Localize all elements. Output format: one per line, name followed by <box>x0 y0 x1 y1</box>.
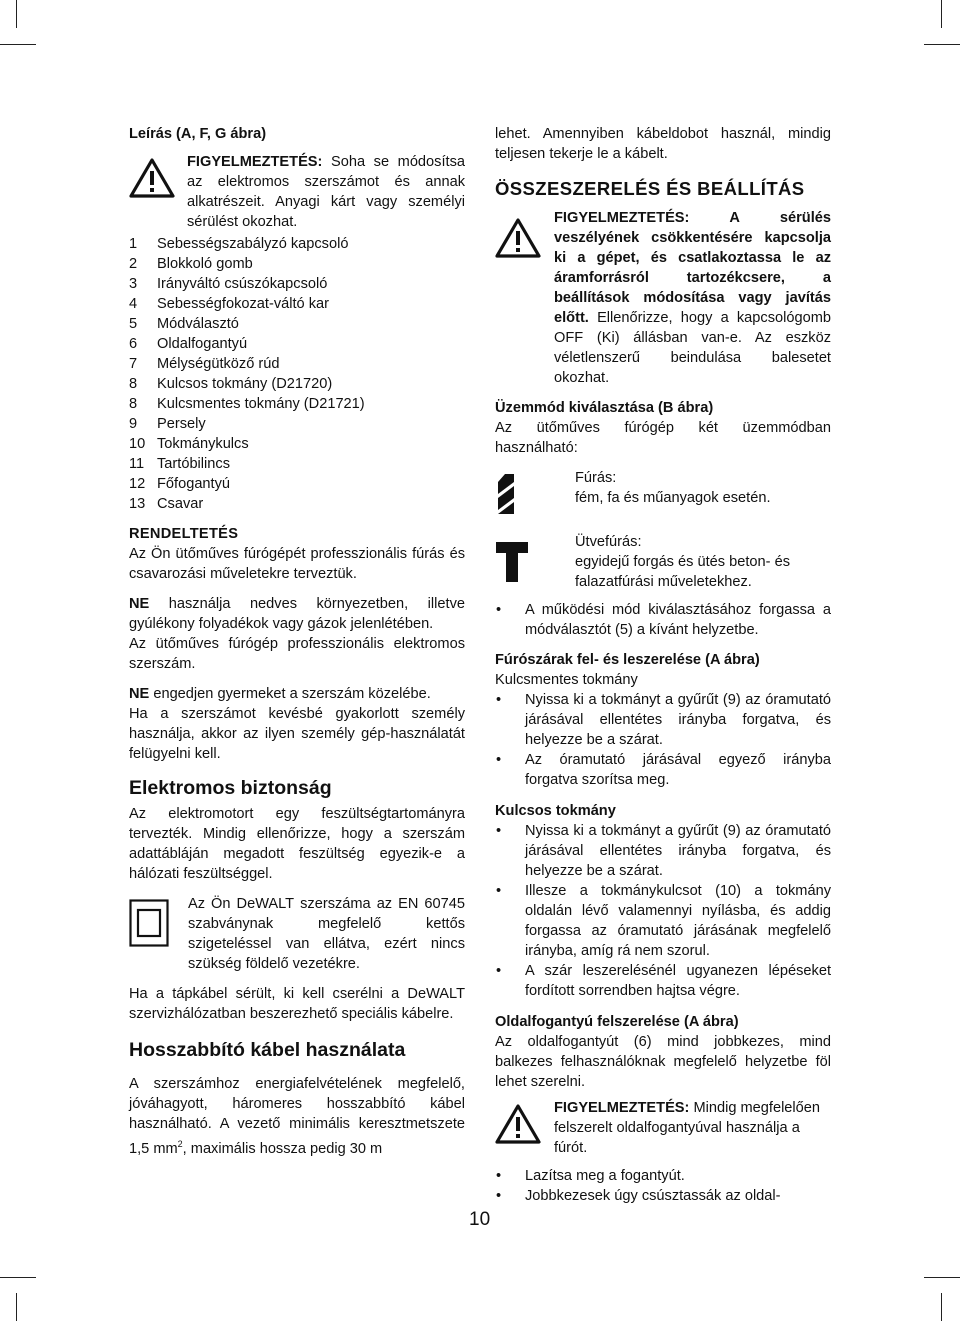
double-insulation-text: Az Ön DeWALT szerszáma az EN 60745 szabványnak megfelelő kettős szigeteléssel van ellátva, ezért nincs szükség földelő vezetékre. <box>188 896 465 972</box>
side-handle-heading: Oldalfogantyú felszerelése (A ábra) <box>495 1014 739 1030</box>
bullet-icon: • <box>496 883 502 899</box>
keyed-bullets <box>495 821 831 1001</box>
warning-icon <box>129 152 187 204</box>
list-item <box>495 821 831 881</box>
bullet-text: Az óramutató járásával egyező irányba forgatva szorítsa meg. <box>525 752 831 788</box>
electric-safety-heading: Elektromos biztonság <box>129 777 332 799</box>
list-item <box>129 454 465 474</box>
list-item <box>129 254 465 274</box>
part-label: Módválasztó <box>157 316 239 332</box>
part-label: Mélységütköző rúd <box>157 356 280 372</box>
list-item <box>495 600 831 640</box>
part-number: 6 <box>129 336 138 352</box>
part-number: 2 <box>129 256 138 272</box>
part-label: Tokmánykulcs <box>157 436 249 452</box>
part-number: 12 <box>129 476 146 492</box>
electric-safety-text: Az elektromotort egy feszültségtartományra tervezték. Mindig ellenőrizze, hogy a szerszám adattábláján megadott feszültség egyezik-e a hálózati feszültséggel. <box>129 806 465 882</box>
list-item <box>129 274 465 294</box>
assembly-warning-block <box>495 208 831 388</box>
part-label: Persely <box>157 416 206 432</box>
warning-text: FIGYELMEZTETÉS: Soha se módosítsa az elektromos szerszámot és annak alkatrészeit. Anyagi kárt vagy személyi sérülést okozhat. <box>187 154 465 230</box>
part-number: 10 <box>129 436 146 452</box>
professional-text: Az ütőműves fúrógép professzionális elektromos szerszám. <box>129 636 465 672</box>
mode-heading: Üzemmód kiválasztása (B ábra) <box>495 400 714 416</box>
hammer-title: Ütvefúrás: <box>575 534 642 550</box>
drill-desc: fém, fa és műanyagok esetén. <box>575 490 771 506</box>
list-item <box>129 314 465 334</box>
part-number: 13 <box>129 496 146 512</box>
list-item <box>129 474 465 494</box>
warning-icon <box>495 208 554 264</box>
part-number: 7 <box>129 356 138 372</box>
bullet-icon: • <box>496 752 502 768</box>
bullet-icon: • <box>496 823 502 839</box>
part-number: 9 <box>129 416 138 432</box>
part-label: Tartóbilincs <box>157 456 230 472</box>
mode-bullets <box>495 600 831 640</box>
list-item <box>129 294 465 314</box>
bullet-icon: • <box>496 602 502 618</box>
crop-mark <box>0 44 36 45</box>
crop-mark <box>16 1293 17 1321</box>
part-number: 11 <box>129 456 145 472</box>
left-column <box>129 124 465 1159</box>
extension-cable-heading: Hosszabbító kábel használata <box>129 1039 406 1061</box>
mode-drill <box>495 468 831 522</box>
crop-mark <box>924 44 960 45</box>
side-handle-warning-text: FIGYELMEZTETÉS: Mindig megfelelően felszerelt oldalfogantyúval használja a fúrót. <box>554 1100 821 1156</box>
drill-text <box>575 468 771 508</box>
bullet-text: Illesze a tokmánykulcsot (10) a tokmány oldalán lévő valamennyi nyílásba, és addig forgassa az óramutató járásának megfelelő irányba, amíg rá nem szorul. <box>525 883 831 959</box>
part-number: 8 <box>129 396 138 412</box>
list-item <box>129 414 465 434</box>
list-item <box>129 434 465 454</box>
supervise-text: Ha a szerszámot kevésbé gyakorlott személy használja, akkor az ilyen személy gép-használatát felügyelni kell. <box>129 706 465 762</box>
crop-mark <box>16 0 17 28</box>
part-number: 4 <box>129 296 138 312</box>
assembly-warning-text: FIGYELMEZTETÉS: A sérülés veszélyének csökkentésére kapcsolja ki a gépet, és csatlakoztassa le az áramforrásról tartozékcsere, a beállítások módosítása vagy javítás előtt. Ellenőrizze, hogy a kapcsológomb OFF (Ki) állásban van-e. Az eszköz véletlenszerű beindulása balesetet okozhat. <box>554 210 831 386</box>
cable-replace-text: Ha a tápkábel sérült, ki kell cserélni a DeWALT szervizhálózatban beszerezhető speciális kábelre. <box>129 986 465 1022</box>
list-item <box>495 750 831 790</box>
part-label: Kulcsmentes tokmány (D21721) <box>157 396 365 412</box>
hammer-text <box>575 532 831 592</box>
bullet-icon: • <box>496 1188 502 1204</box>
part-label: Irányváltó csúszókapcsoló <box>157 276 328 292</box>
assembly-heading: ÖSSZESZERELÉS ÉS BEÁLLÍTÁS <box>495 178 805 199</box>
crop-mark <box>0 1277 36 1278</box>
continued-text: lehet. Amennyiben kábeldobot használ, mindig teljesen tekerje le a kábelt. <box>495 126 831 162</box>
list-item <box>129 354 465 374</box>
bullet-text: Lazítsa meg a fogantyút. <box>525 1168 685 1184</box>
bullet-text: Nyissa ki a tokmányt a gyűrűt (9) az óramutató járásával ellentétes irányba forgatva, és helyezze be a szárat. <box>525 823 831 879</box>
mode-text: Az ütőműves fúrógép két üzemmódban használható: <box>495 420 831 456</box>
side-handle-warning-block <box>495 1098 831 1158</box>
bullet-text: A működési mód kiválasztásához forgassa a módválasztót (5) a kívánt helyzetbe. <box>525 602 831 638</box>
intended-use-text: Az Ön ütőműves fúrógépét professzionális fúrás és csavarozási műveletekre terveztük. <box>129 546 465 582</box>
page-number: 10 <box>469 1209 491 1230</box>
crop-mark <box>924 1277 960 1278</box>
keyless-bullets <box>495 690 831 790</box>
part-label: Blokkoló gomb <box>157 256 253 272</box>
crop-mark <box>941 0 942 28</box>
keyless-subheading: Kulcsmentes tokmány <box>495 672 638 688</box>
list-item <box>129 234 465 254</box>
warning-icon <box>495 1098 554 1150</box>
intended-use-heading: RENDELTETÉS <box>129 526 239 542</box>
ne-warning-wet: NE használja nedves környezetben, illetve gyúlékony folyadékok vagy gázok jelenlétében. <box>129 596 465 632</box>
double-insulation-block <box>129 894 465 974</box>
hammer-icon <box>495 532 575 590</box>
list-item <box>495 1186 831 1206</box>
extension-cable-text: A szerszámhoz energiafelvételének megfelelő, jóváhagyott, háromeres hosszabbító kábel használható. A vezető minimális keresztmetszete 1,5 $mm^2$, maximális hossza pedig 30 m <box>129 1076 465 1157</box>
part-number: 1 <box>129 236 138 252</box>
part-number: 8 <box>129 376 138 392</box>
bullet-icon: • <box>496 1168 502 1184</box>
part-number: 5 <box>129 316 138 332</box>
hammer-desc: egyidejű forgás és ütés beton- és falazatfúrási műveletekhez. <box>575 554 790 590</box>
side-handle-bullets <box>495 1166 831 1206</box>
part-label: Főfogantyú <box>157 476 231 492</box>
part-number: 3 <box>129 276 138 292</box>
list-item <box>495 1166 831 1186</box>
list-item <box>495 881 831 961</box>
bullet-icon: • <box>496 963 502 979</box>
list-item <box>129 334 465 354</box>
drill-bit-icon <box>495 468 575 522</box>
drill-title: Fúrás: <box>575 470 617 486</box>
list-item <box>129 394 465 414</box>
bullet-text: A szár leszerelésénél ugyanezen lépéseket fordított sorrendben hajtsa végre. <box>525 963 831 999</box>
side-handle-text: Az oldalfogantyút (6) mind jobbkezes, mind balkezes felhasználóknak megfelelő helyzetbe föl lehet szerelni. <box>495 1034 831 1090</box>
mode-hammer <box>495 532 831 592</box>
double-insulation-icon <box>129 894 188 955</box>
part-label: Csavar <box>157 496 204 512</box>
list-item <box>495 690 831 750</box>
list-item <box>495 961 831 1001</box>
ne-warning-children: NE engedjen gyermeket a szerszám közelébe. <box>129 686 431 702</box>
part-label: Sebességfokozat-váltó kar <box>157 296 329 312</box>
keyed-heading: Kulcsos tokmány <box>495 803 616 819</box>
part-label: Sebességszabályzó kapcsoló <box>157 236 349 252</box>
part-label: Oldalfogantyú <box>157 336 248 352</box>
description-heading: Leírás (A, F, G ábra) <box>129 126 267 142</box>
crop-mark <box>941 1293 942 1321</box>
bullet-text: Jobbkezesek úgy csúsztassák az oldal- <box>525 1188 781 1204</box>
bullet-text: Nyissa ki a tokmányt a gyűrűt (9) az óramutató járásával ellentétes irányba forgatva, és helyezze be a szárat. <box>525 692 831 748</box>
list-item <box>129 374 465 394</box>
list-item <box>129 494 465 514</box>
warning-block <box>129 152 465 232</box>
bullet-icon: • <box>496 692 502 708</box>
bits-heading: Fúrószárak fel- és leszerelése (A ábra) <box>495 652 760 668</box>
parts-list <box>129 234 465 514</box>
right-column <box>495 124 831 1206</box>
part-label: Kulcsos tokmány (D21720) <box>157 376 333 392</box>
